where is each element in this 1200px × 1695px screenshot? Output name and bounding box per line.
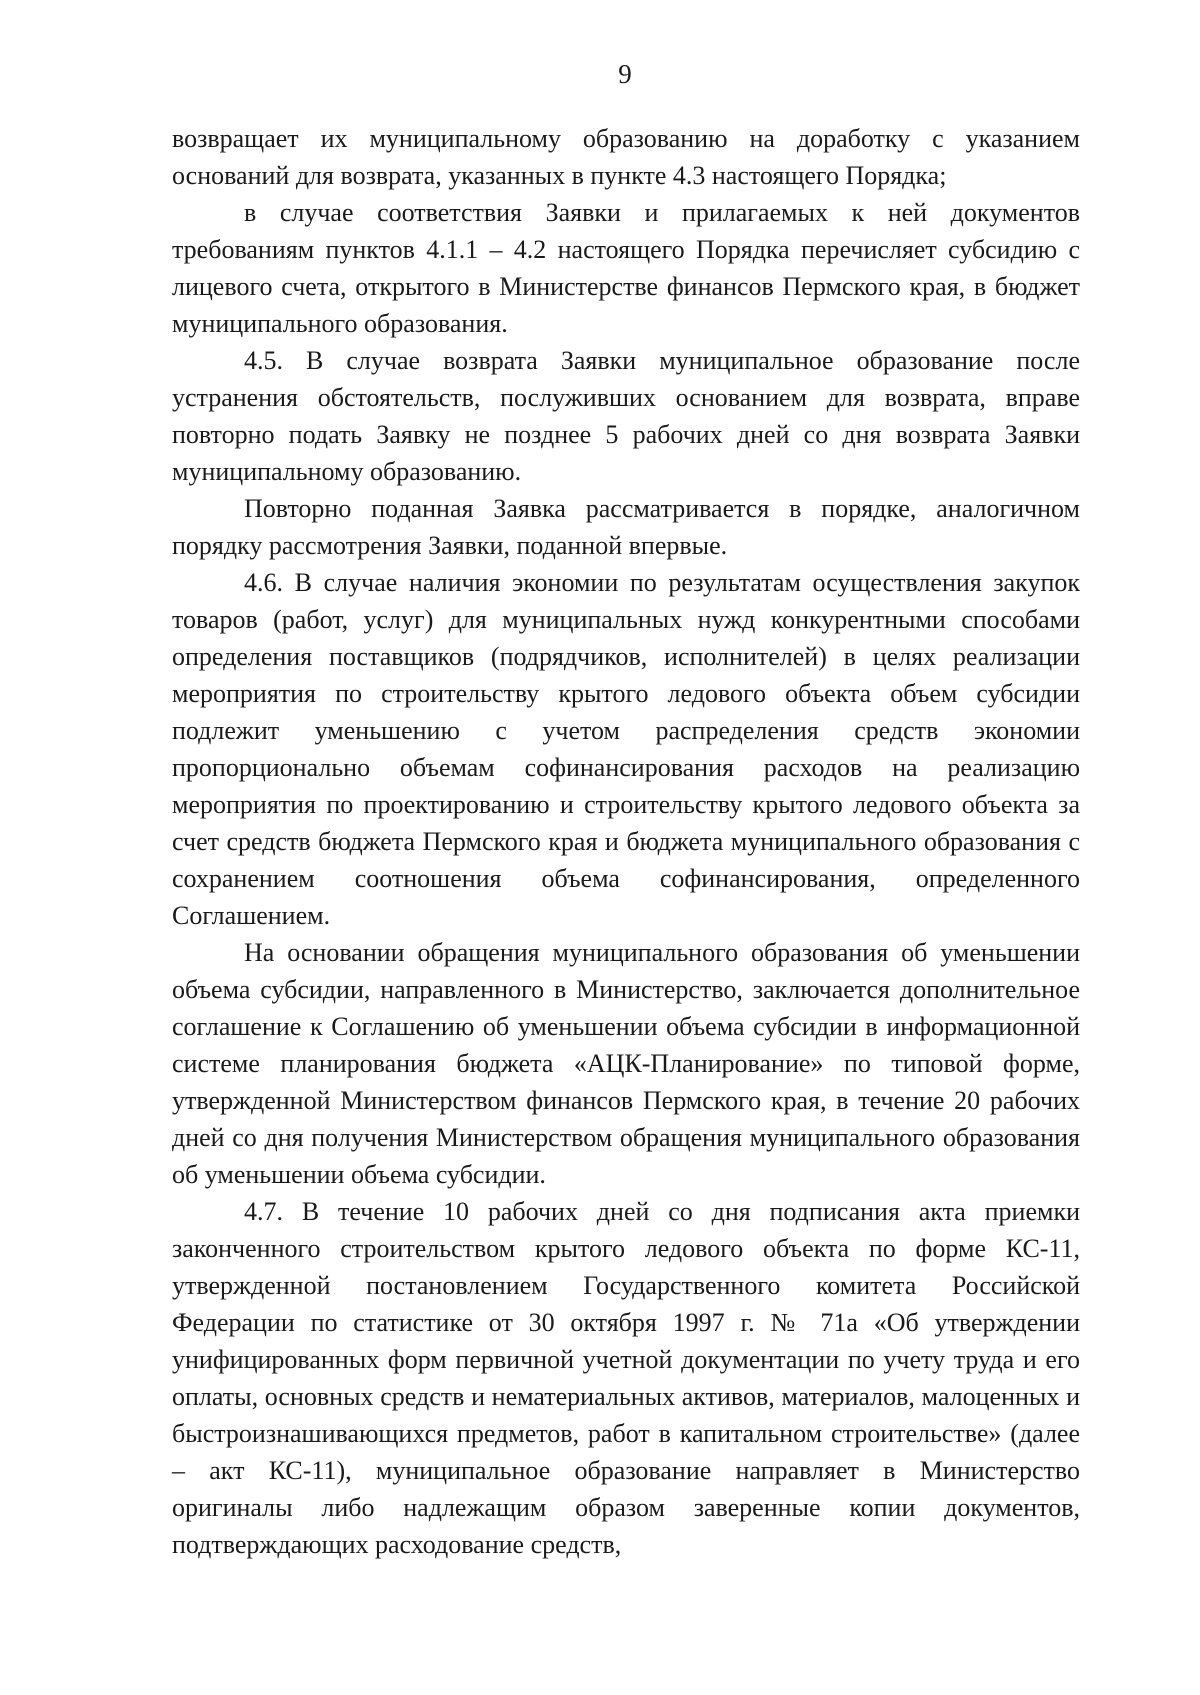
paragraph-transfer-subsidy: в случае соответствия Заявки и прилагаемых к ней документов требованиям пунктов 4.1.1 – 4.2 настоящего Порядка перечисляет субсидию с лицевого счета, открытого в Министерстве финансов Пермского края, в бюджет муниципального образования. — [172, 198, 1080, 338]
paragraph-4-6: 4.6. В случае наличия экономии по результатам осуществления закупок товаров (работ, услуг) для муниципальных нужд конкурентными способами определения поставщиков (подрядчиков, исполнителей) в целях реализации мероприятия по строительству крытого ледового объекта объем субсидии подлежит уменьшению с учетом распределения средств экономии пропорционально объемам софинансирования расходов на реализацию мероприятия по проектированию и строительству крытого ледового объекта за счет средств бюджета Пермского края и бюджета муниципального образования с сохранением соотношения объема софинансирования, определенного Соглашением. — [172, 568, 1080, 930]
paragraph-continuation: возвращает их муниципальному образованию на доработку с указанием оснований для возврата, указанных в пункте 4.3 настоящего Порядка; — [172, 124, 1080, 190]
paragraph-additional-agreement: На основании обращения муниципального образования об уменьшении объема субсидии, направленного в Министерство, заключается дополнительное соглашение к Соглашению об уменьшении объема субсидии в информационной системе планирования бюджета «АЦК-Планирование» по типовой форме, утвержденной Министерством финансов Пермского края, в течение 20 рабочих дней со дня получения Министерством обращения муниципального образования об уменьшении объема субсидии. — [172, 938, 1080, 1189]
paragraph-resubmission: Повторно поданная Заявка рассматривается в порядке, аналогичном порядку рассмотрения Заявки, поданной впервые. — [172, 494, 1080, 560]
paragraph-4-7: 4.7. В течение 10 рабочих дней со дня подписания акта приемки законченного строительством крытого ледового объекта по форме КС-11, утвержденной постановлением Государственного комитета Российской Федерации по статистике от 30 октября 1997 г. № 71а «Об утверждении унифицированных форм первичной учетной документации по учету труда и его оплаты, основных средств и нематериальных активов, материалов, малоценных и быстроизнашивающихся предметов, работ в капитальном строительстве» (далее – акт КС-11), муниципальное образование направляет в Министерство оригиналы либо надлежащим образом заверенные копии документов, подтверждающих расходование средств, — [172, 1197, 1080, 1559]
page-number: 9 — [618, 59, 632, 89]
paragraph-4-5: 4.5. В случае возврата Заявки муниципальное образование после устранения обстоятельств, послуживших основанием для возврата, вправе повторно подать Заявку не позднее 5 рабочих дней со дня возврата Заявки муниципальному образованию. — [172, 346, 1080, 486]
document-body — [172, 120, 1080, 1563]
